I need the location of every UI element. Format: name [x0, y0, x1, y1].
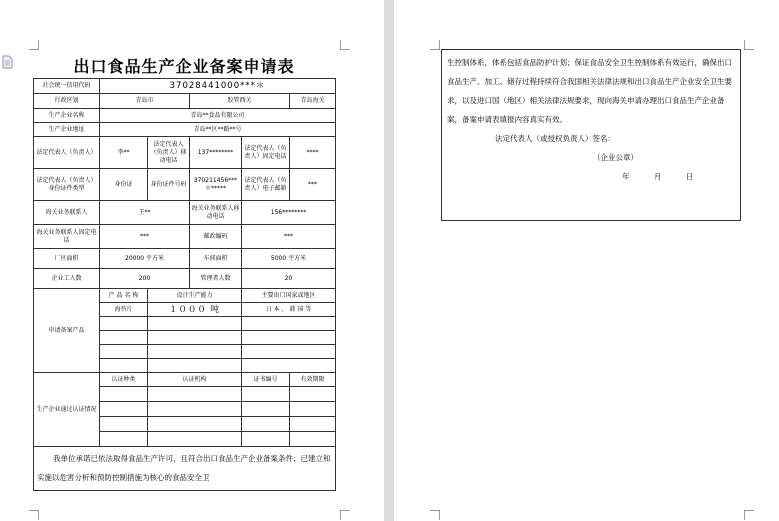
id-type-label: 法定代表人（负责人）身份证件类型 — [34, 169, 100, 201]
company-seal-label: （企业公章） — [593, 153, 638, 162]
empty-cell — [100, 387, 148, 402]
crop-mark — [29, 510, 39, 520]
empty-cell — [242, 331, 336, 345]
address-label: 生产企业地址 — [34, 123, 100, 137]
credit-code-value: 37028441000***＊ — [100, 79, 336, 94]
plant-area-value: 20000 平方米 — [100, 249, 190, 269]
id-type-value: 身份证 — [100, 169, 148, 201]
empty-cell — [100, 345, 148, 359]
empty-cell — [242, 359, 336, 373]
application-form-table — [33, 78, 336, 491]
cert-col-validity: 有效期限 — [290, 373, 336, 387]
region-city: 青岛市 — [100, 94, 190, 109]
crop-mark — [430, 40, 440, 50]
contact-label: 海关业务联系人 — [34, 201, 100, 225]
date-line — [447, 167, 735, 186]
signature-line: 法定代表人（或授权负责人）签名： — [495, 134, 615, 143]
legal-mobile-value: 137******** — [190, 137, 242, 169]
crop-mark — [340, 510, 350, 520]
contact-value: 王** — [100, 201, 190, 225]
crop-mark — [744, 510, 754, 520]
empty-cell — [100, 359, 148, 373]
empty-cell — [148, 432, 242, 447]
declaration-continuation-text: 生控制体系，体系包括食品防护计划；保证食品安全卫生控制体系有效运行，确保出口食品生产、加工、储存过程持续符合我国相关法律法规和出口食品生产企业安全卫生要求，以及进口国（地区）相关法律法规要求，现向海关申请办理出口食品生产企业备案，备案申请表填报内容真实有效。 — [447, 58, 732, 124]
legal-rep-label: 法定代表人（负责人） — [34, 137, 100, 169]
date-day: 日 — [685, 172, 694, 181]
empty-cell — [100, 331, 148, 345]
empty-cell — [100, 402, 148, 417]
region-customs: 青岛海关 — [290, 94, 336, 109]
declaration-content: 我单位承诺已依法取得食品生产许可，且符合出口食品生产企业备案条件；已建立和实施以危害分析和预防控制措施为核心的食品安全卫 — [37, 454, 331, 482]
company-name-value: 青岛**食品有限公司 — [100, 109, 336, 123]
product-name: 海苔片 — [100, 303, 148, 317]
credit-code-label: 社会统一信用代码 — [34, 79, 100, 94]
company-name-label: 生产企业名称 — [34, 109, 100, 123]
page-2 — [394, 0, 779, 521]
empty-cell — [148, 387, 242, 402]
contact-mobile-value: 156******** — [242, 201, 336, 225]
crop-mark — [340, 40, 350, 50]
employees-label: 企业工人数 — [34, 269, 100, 289]
empty-cell — [148, 345, 242, 359]
page-title: 出口食品生产企业备案申请表 — [73, 57, 295, 76]
empty-cell — [100, 417, 148, 432]
empty-cell — [148, 417, 242, 432]
empty-cell — [148, 402, 242, 417]
legal-phone-value: **** — [290, 137, 336, 169]
managers-value: 20 — [242, 269, 336, 289]
empty-cell — [100, 432, 148, 447]
legal-phone-label: 法定代表人（负责人）固定电话 — [242, 137, 290, 169]
empty-cell — [148, 317, 242, 331]
prod-col-region: 主要出口国家或地区 — [242, 289, 336, 303]
empty-cell — [242, 317, 336, 331]
page-1 — [0, 0, 384, 521]
employees-value: 200 — [100, 269, 190, 289]
empty-cell — [290, 387, 336, 402]
workshop-area-label: 车间面积 — [190, 249, 242, 269]
cert-col-type: 认证种类 — [100, 373, 148, 387]
prod-col-capacity: 设计生产能力 — [148, 289, 242, 303]
address-value: 青岛**区**路**号 — [100, 123, 336, 137]
empty-cell — [290, 402, 336, 417]
declaration-text — [34, 447, 336, 491]
date-year: 年 — [622, 172, 630, 181]
document-icon[interactable] — [2, 55, 13, 69]
empty-cell — [242, 402, 290, 417]
region-district: 胶管西关 — [190, 94, 290, 109]
declaration-continuation-box — [441, 49, 741, 221]
product-region: 日 本 、 韩 国 等 — [242, 303, 336, 317]
empty-cell — [100, 317, 148, 331]
product-capacity: １０００ 吨 — [148, 303, 242, 317]
region-label: 行政区划 — [34, 94, 100, 109]
id-number-value: 370211456***＊***** — [190, 169, 242, 201]
empty-cell — [242, 387, 290, 402]
crop-mark — [430, 510, 440, 520]
contact-phone-label: 海关业务联系人固定电话 — [34, 225, 100, 249]
email-value: *** — [290, 169, 336, 201]
empty-cell — [148, 331, 242, 345]
crop-mark — [744, 40, 754, 50]
products-label: 申请备案产品 — [34, 289, 100, 373]
contact-phone-value: *** — [100, 225, 190, 249]
empty-cell — [242, 432, 290, 447]
plant-area-label: 厂区面积 — [34, 249, 100, 269]
legal-mobile-label: 法定代表人（负责人）移动电话 — [148, 137, 190, 169]
email-label: 法定代表人（负责人）电子邮箱 — [242, 169, 290, 201]
empty-cell — [242, 417, 290, 432]
managers-label: 管理者人数 — [190, 269, 242, 289]
empty-cell — [290, 432, 336, 447]
cert-col-body: 认证机构 — [148, 373, 242, 387]
id-number-label: 身份证件号码 — [148, 169, 190, 201]
empty-cell — [148, 359, 242, 373]
legal-rep-value: 李** — [100, 137, 148, 169]
contact-mobile-label: 海关业务联系人移动电话 — [190, 201, 242, 225]
date-month: 月 — [653, 172, 662, 181]
cert-col-number: 证书编号 — [242, 373, 290, 387]
crop-mark — [29, 40, 39, 50]
empty-cell — [242, 345, 336, 359]
workshop-area-value: 5000 平方米 — [242, 249, 336, 269]
postcode-label: 邮政编码 — [190, 225, 242, 249]
cert-label: 生产企业通过认证情况 — [34, 373, 100, 447]
empty-cell — [290, 417, 336, 432]
prod-col-name: 产 品 名 称 — [100, 289, 148, 303]
postcode-value: *** — [242, 225, 336, 249]
